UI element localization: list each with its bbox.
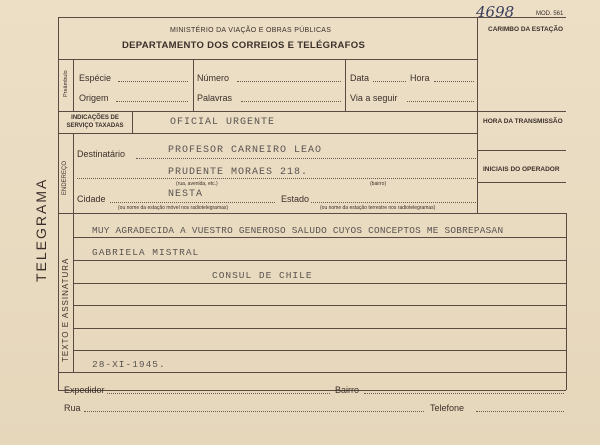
department-title: DEPARTAMENTO DOS CORREIOS E TELÉGRAFOS [122,40,366,51]
hora-transmissao-label: HORA DA TRANSMISSÃO [483,118,563,125]
text-side-label: TEXTO E ASSINATURA [61,257,70,362]
handwritten-number: 4698 [476,3,515,21]
address-side-label: ENDEREÇO [62,160,68,195]
origem-label: Origem [79,93,109,103]
street-hint: (rua, avenida, etc.) [176,181,218,187]
service-label: INDICAÇÕES DE SERVIÇO TAXADAS [66,115,124,129]
bairro-label: Bairro [335,385,360,395]
service-value: OFICIAL URGENTE [170,117,276,128]
prefix-label: Preâmbulo [63,70,69,97]
model-number: MOD. 561 [536,11,564,17]
street-value: PRUDENTE MORAES 218. [168,167,309,178]
message-line-2: GABRIELA MISTRAL [92,247,200,258]
expedidor-label: Expedidor [64,385,105,395]
cidade-label: Cidade [77,194,106,204]
telegram-side-title: TELEGRAMA [33,177,49,282]
iniciais-operador-label: INICIAIS DO OPERADOR [483,166,560,173]
estado-hint: (ou nome da estação terrestre nos radiotelegramas) [320,205,436,211]
destinatario-value: PROFESOR CARNEIRO LEAO [168,145,323,156]
rua-label: Rua [64,403,81,413]
bairro-hint: (bairro) [370,181,387,187]
message-date: 28-XI-1945. [92,359,166,370]
hora-label: Hora [410,73,430,83]
message-line-1: MUY AGRADECIDA A VUESTRO GENEROSO SALUDO CUYOS CONCEPTOS ME SOBREPASAN [92,225,504,236]
palavras-label: Palavras [197,93,233,103]
data-label: Data [350,73,370,83]
telefone-label: Telefone [430,403,465,413]
station-stamp-label: CARIMBO DA ESTAÇÃO [488,26,564,33]
cidade-hint: (ou nome da estação móvel nos radiotelegramas) [118,205,229,211]
destinatario-label: Destinatário [77,149,126,159]
ministry-title: MINISTÉRIO DA VIAÇÃO E OBRAS PÚBLICAS [170,27,332,34]
via-label: Via a seguir [350,93,398,103]
especie-label: Espécie [79,73,112,83]
numero-label: Número [197,73,230,83]
message-line-3: CONSUL DE CHILE [212,270,313,281]
cidade-value: NESTA [168,189,204,200]
estado-label: Estado [281,194,310,204]
